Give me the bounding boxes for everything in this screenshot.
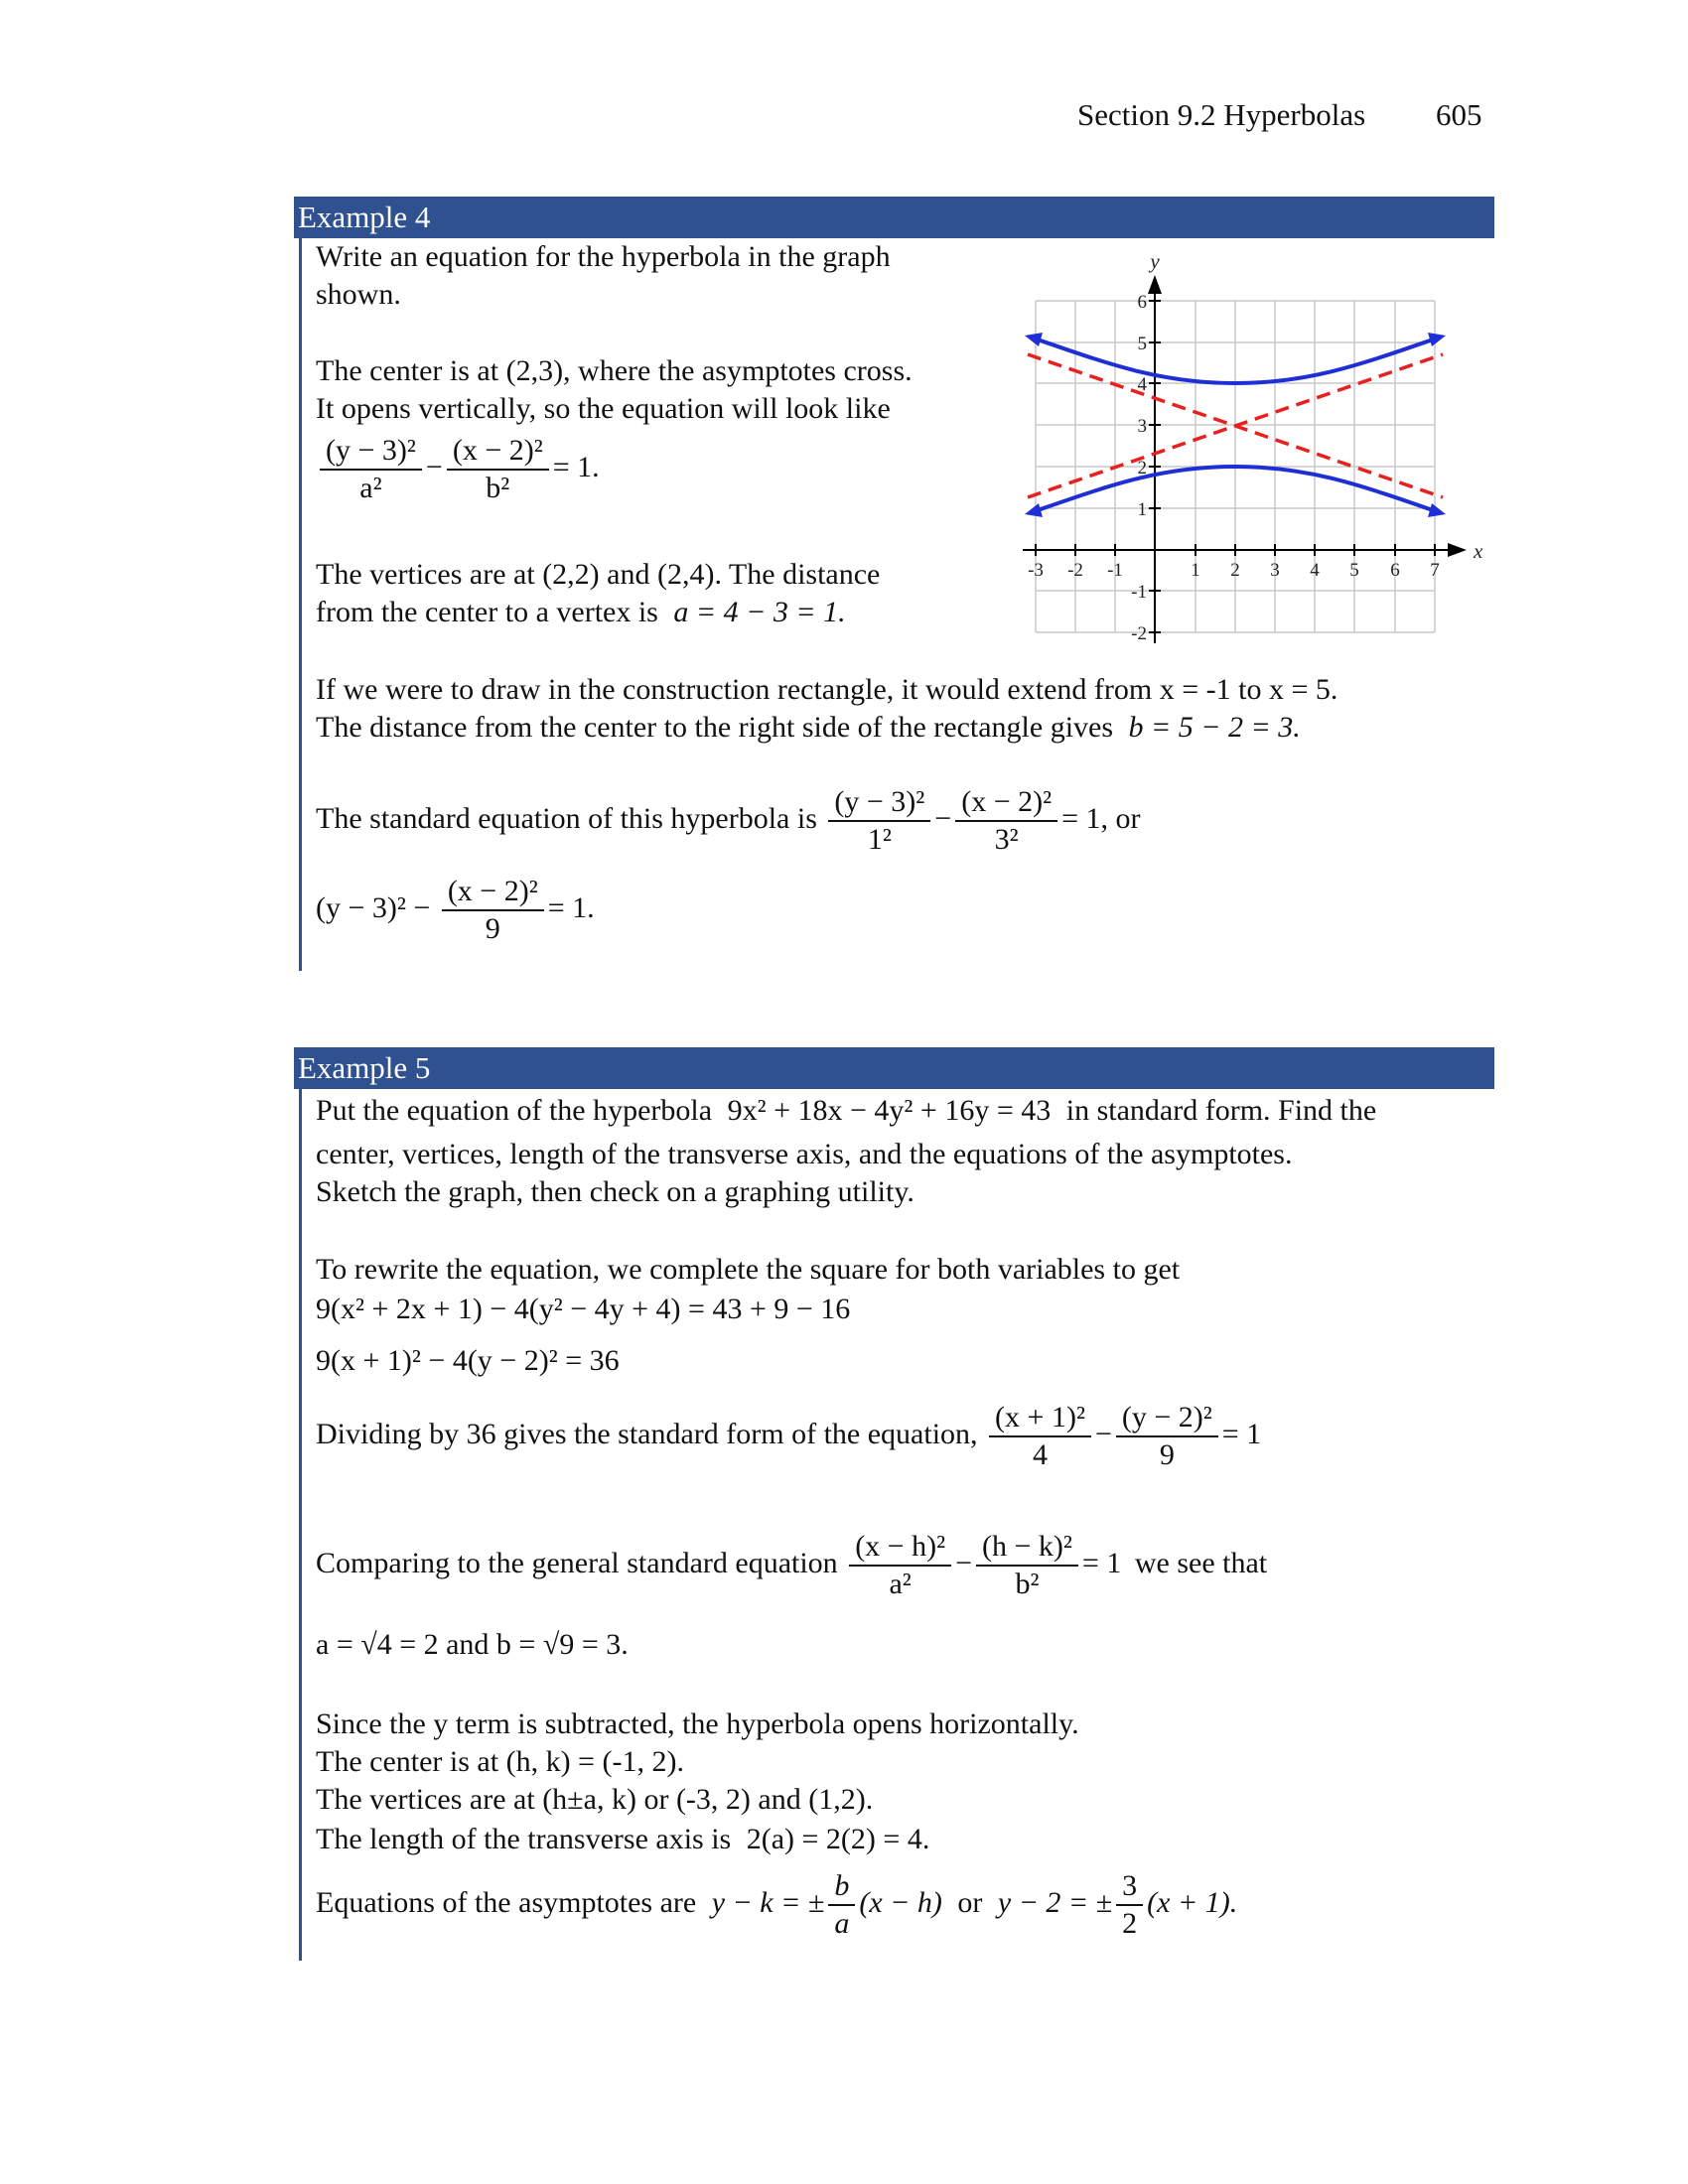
ex5-compare-equation	[316, 1529, 1267, 1602]
operator: −	[425, 450, 443, 483]
equation-rhs: = 1.	[552, 450, 600, 483]
math-a-value: a = 4 − 3 = 1.	[673, 596, 846, 628]
denominator: a²	[359, 472, 382, 504]
denominator: 9	[485, 912, 500, 945]
denominator: b²	[486, 472, 510, 504]
equation-rhs: = 1.	[547, 890, 595, 924]
denominator: b²	[1015, 1568, 1040, 1600]
example-5-left-border	[299, 1089, 302, 1961]
denominator: a	[834, 1907, 850, 1940]
hyperbola-graph	[1013, 243, 1509, 660]
ex5-prompt-line1	[316, 1092, 1376, 1130]
axes	[1023, 285, 1455, 643]
ex5-asymptotes	[316, 1868, 1237, 1942]
ex4-standard-equation	[316, 784, 1141, 858]
svg-text:5: 5	[1137, 334, 1147, 354]
numerator: 3	[1116, 1868, 1143, 1906]
ex5-center-text: The center is at (h, k) = (-1, 2).	[316, 1745, 684, 1778]
x-axis-label: x	[1474, 539, 1483, 563]
operator: −	[1094, 1417, 1112, 1450]
numerator: (x − 2)²	[447, 433, 549, 471]
text: in standard form. Find the	[1065, 1094, 1377, 1127]
numerator: (x − h)²	[849, 1529, 951, 1567]
y-axis-label: y	[1150, 249, 1160, 273]
numerator: (x − 2)²	[442, 874, 544, 911]
ex5-prompt-line2: center, vertices, length of the transverse axis, and the equations of the asymptotes.	[316, 1138, 1293, 1170]
ex4-rect-line2	[316, 709, 1301, 747]
equation-lhs: y − k = ±	[711, 1885, 825, 1919]
svg-text:5: 5	[1349, 560, 1359, 581]
svg-text:3: 3	[1137, 416, 1147, 437]
svg-text:-2: -2	[1067, 560, 1083, 581]
x-axis-arrow-icon	[1448, 543, 1467, 557]
text: The standard equation of this hyperbola is	[316, 801, 817, 835]
ex5-rewrite-text: To rewrite the equation, we complete the square for both variables to get	[316, 1253, 1181, 1286]
svg-text:7: 7	[1430, 560, 1440, 581]
denominator: 1²	[867, 823, 892, 856]
ex5-prompt-line3: Sketch the graph, then check on a graphing utility.	[316, 1175, 914, 1208]
ex5-opens-text: Since the y term is subtracted, the hyperbola opens horizontally.	[316, 1707, 1079, 1740]
ex4-vertices-line2	[316, 594, 846, 631]
equation-rhs: (x − h)	[859, 1885, 942, 1919]
running-header-section: Section 9.2 Hyperbolas	[1077, 97, 1366, 132]
arrow-icon	[1428, 333, 1446, 346]
ex5-ab-values: a = √4 = 2 and b = √9 = 3.	[316, 1628, 629, 1661]
svg-text:6: 6	[1137, 292, 1147, 313]
denominator: a²	[889, 1568, 912, 1600]
svg-text:4: 4	[1310, 560, 1320, 581]
numerator: (h − k)²	[976, 1529, 1078, 1567]
numerator: (y − 3)²	[320, 433, 422, 471]
svg-text:1: 1	[1191, 560, 1200, 581]
y-axis-arrow-icon	[1148, 275, 1162, 294]
denominator: 2	[1122, 1907, 1138, 1940]
svg-text:3: 3	[1270, 560, 1280, 581]
arrow-icon	[1025, 333, 1043, 346]
text: Equations of the asymptotes are	[316, 1885, 697, 1919]
numerator: (y − 3)²	[828, 784, 930, 822]
denominator: 4	[1033, 1438, 1048, 1471]
arrow-icon	[1428, 503, 1446, 517]
ex4-final-equation	[316, 874, 595, 947]
arrow-icon	[1025, 503, 1043, 517]
text: from the center to a vertex is	[316, 596, 658, 628]
prompt-equation: 9x² + 18x − 4y² + 16y = 43	[727, 1094, 1052, 1127]
svg-text:-2: -2	[1131, 623, 1147, 644]
svg-text:-3: -3	[1028, 560, 1044, 581]
y-tick-labels	[1131, 292, 1147, 644]
numerator: (y − 2)²	[1116, 1400, 1218, 1437]
denominator: 3²	[994, 823, 1019, 856]
svg-text:-1: -1	[1131, 582, 1147, 603]
ex4-prompt-line2: shown.	[316, 278, 401, 311]
example-5-header: Example 5	[294, 1047, 1494, 1089]
equation-rhs: = 1, or	[1061, 801, 1141, 835]
text: Comparing to the general standard equation	[316, 1546, 838, 1579]
operator: −	[934, 801, 952, 835]
svg-text:2: 2	[1230, 560, 1240, 581]
page-number: 605	[1436, 97, 1482, 132]
equation-rhs: = 1	[1081, 1546, 1122, 1579]
ex4-form-equation	[316, 433, 600, 506]
text: The length of the transverse axis is	[316, 1823, 732, 1855]
equation-rhs: (x + 1).	[1147, 1885, 1238, 1919]
svg-text:6: 6	[1390, 560, 1400, 581]
svg-text:1: 1	[1137, 499, 1147, 520]
text: we see that	[1134, 1546, 1268, 1579]
denominator: 9	[1159, 1438, 1175, 1471]
svg-text:4: 4	[1137, 374, 1147, 395]
example-4-header: Example 4	[294, 197, 1494, 238]
operator: −	[955, 1546, 973, 1579]
svg-text:2: 2	[1137, 458, 1147, 478]
numerator: (x + 1)²	[989, 1400, 1091, 1437]
equation-lhs: (y − 3)² −	[316, 890, 431, 924]
svg-text:-1: -1	[1107, 560, 1123, 581]
ex4-center-line2: It opens vertically, so the equation will look like	[316, 392, 891, 425]
numerator: (x − 2)²	[955, 784, 1057, 822]
ex4-prompt-line1: Write an equation for the hyperbola in the graph	[316, 240, 891, 273]
text: or	[957, 1885, 983, 1919]
ex5-transverse-axis	[316, 1821, 929, 1858]
text: Put the equation of the hyperbola	[316, 1094, 713, 1127]
text: Dividing by 36 gives the standard form of the equation,	[316, 1417, 978, 1450]
ex5-rewrite-eq1: 9(x² + 2x + 1) − 4(y² − 4y + 4) = 43 + 9 − 16	[316, 1293, 851, 1325]
equation-rhs: = 1	[1221, 1417, 1262, 1450]
example-4-left-border	[299, 238, 302, 971]
ex5-divide-equation	[316, 1400, 1261, 1473]
text: The distance from the center to the right side of the rectangle gives	[316, 711, 1114, 744]
ex4-rect-line1: If we were to draw in the construction rectangle, it would extend from x = -1 to x = 5.	[316, 673, 1338, 706]
ex5-rewrite-eq2: 9(x + 1)² − 4(y − 2)² = 36	[316, 1344, 620, 1377]
numerator: b	[828, 1868, 855, 1906]
ex4-vertices-line1: The vertices are at (2,2) and (2,4). The distance	[316, 558, 881, 591]
math-b-value: b = 5 − 2 = 3.	[1128, 711, 1301, 744]
ex4-center-line1: The center is at (2,3), where the asymptotes cross.	[316, 354, 913, 387]
x-tick-labels	[1028, 560, 1440, 581]
equation-lhs: y − 2 = ±	[997, 1885, 1113, 1919]
ex5-vertices-text: The vertices are at (h±a, k) or (-3, 2) and (1,2).	[316, 1783, 874, 1816]
transverse-math: 2(a) = 2(2) = 4.	[746, 1823, 930, 1855]
